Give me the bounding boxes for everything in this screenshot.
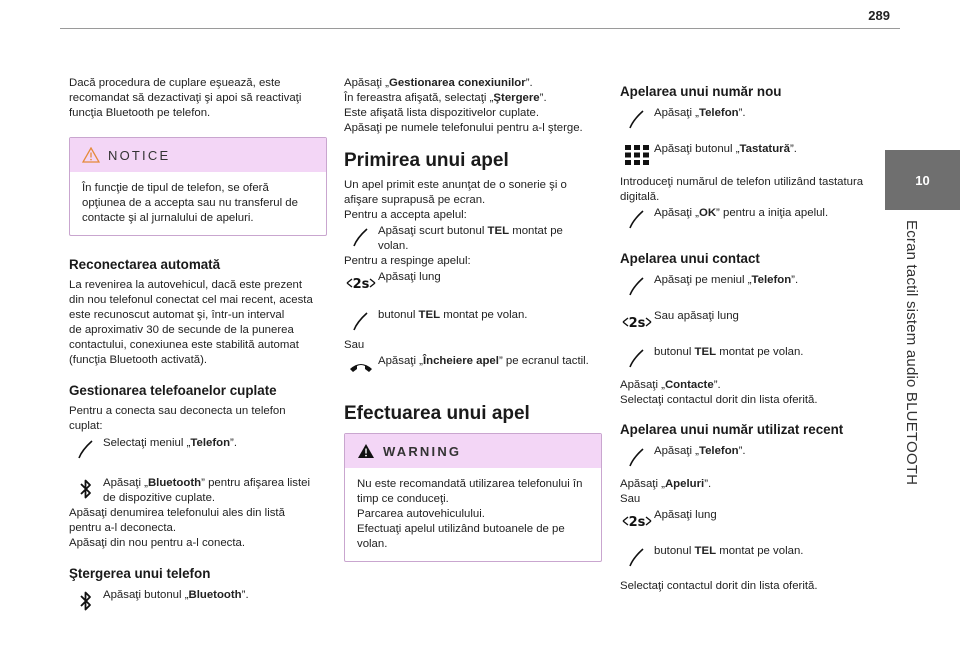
notice-box <box>69 137 327 236</box>
page-number: 289 <box>868 8 890 23</box>
new-number-step-keypad: Apăsaţi butonul „Tastatură”. <box>620 141 880 169</box>
notice-header <box>70 138 326 172</box>
finger-tap-icon <box>76 438 96 460</box>
warning-triangle-icon <box>357 443 375 459</box>
finger-tap-icon <box>627 546 647 568</box>
finger-tap-icon <box>627 208 647 230</box>
manage-step-telefon: Selectaţi meniul „Telefon”. <box>69 435 327 463</box>
svg-text:2s: 2s <box>628 515 646 530</box>
recent-step-telefon: Apăsaţi „Telefon”. <box>620 443 880 471</box>
tel-button-step: butonul TEL montat pe volan. <box>344 307 602 335</box>
new-number-text: Introduceţi numărul de telefon utilizând tastatura digitală. <box>620 176 864 203</box>
hold-step: 2s Apăsaţi lung <box>344 269 602 297</box>
contact-step-telefon: Apăsaţi pe meniul „Telefon”. <box>620 272 880 300</box>
new-number-step-ok: Apăsaţi „OK” pentru a iniţia apelul. <box>620 205 880 233</box>
chapter-number: 10 <box>915 172 930 188</box>
recent-step-hold: 2s Apăsaţi lung <box>620 507 880 535</box>
recent-text: Apăsaţi „Apeluri”. Sau <box>620 478 712 505</box>
new-number-heading: Apelarea unui număr nou <box>620 84 782 99</box>
accept-call-step: Apăsaţi scurt butonul TEL montat pe volan. <box>344 223 602 254</box>
finger-tap-icon <box>627 108 647 130</box>
contact-call-heading: Apelarea unui contact <box>620 251 760 266</box>
make-call-heading: Efectuarea unui apel <box>344 403 530 424</box>
contact-text: Apăsaţi „Contacte”. Selectaţi contactul dorit din lista oferită. <box>620 379 818 406</box>
recent-call-heading: Apelarea unui număr utilizat recent <box>620 422 844 437</box>
column-1 <box>69 76 327 615</box>
bluetooth-icon <box>79 477 93 501</box>
chapter-title: Ecran tactil sistem audio BLUETOOTH <box>903 220 920 486</box>
delete-heading: Ştergerea unui telefon <box>69 566 211 581</box>
hang-up-icon <box>348 358 374 376</box>
finger-tap-icon <box>627 347 647 369</box>
column-3 <box>620 84 880 594</box>
recent-final-text: Selectaţi contactul dorit din lista oferită. <box>620 580 818 592</box>
long-press-2s-icon <box>621 509 653 533</box>
warning-label: WARNING <box>383 443 462 459</box>
recent-step-tel: butonul TEL montat pe volan. <box>620 543 880 571</box>
receive-call-text: Un apel primit este anunţat de o sonerie şi o afişare suprapusă pe ecran. Pentru a accepta apelul: <box>344 179 567 221</box>
notice-text: În funcţie de tipul de telefon, se oferă opţiunea de a accepta sau nu transferul de contacte şi al jurnalului de apeluri. <box>82 182 298 224</box>
notice-label: NOTICE <box>108 147 171 163</box>
top-divider <box>60 28 900 29</box>
finger-tap-icon <box>627 446 647 468</box>
manage-step-bluetooth: Apăsaţi „Bluetooth” pentru afişarea listei de dispozitive cuplate. <box>69 475 327 506</box>
contact-step-hold: 2s Sau apăsaţi lung <box>620 308 880 336</box>
or-text: Sau <box>344 339 365 351</box>
delete-procedure-text: Apăsaţi „Gestionarea conexiunilor”. În fereastra afişată, selectaţi „Ştergere”. Este afişată lista dispozitivelor cuplate. Apăsaţi pe numele telefonului pentru a-l şterge. <box>344 77 583 134</box>
warning-text: Nu este recomandată utilizarea telefonului în timp ce conduceţi. Parcarea autovehiculului. Efectuaţi apelul utilizând butoanele de pe volan. <box>357 478 583 550</box>
chapter-tab <box>885 150 960 210</box>
manage-heading: Gestionarea telefoanelor cuplate <box>69 383 277 398</box>
manage-after-text: Apăsaţi denumirea telefonului ales din listă pentru a-l deconecta. Apăsaţi din nou pentru a-l conecta. <box>69 507 285 549</box>
delete-step-bluetooth: Apăsaţi butonul „Bluetooth”. <box>69 587 327 615</box>
svg-text:2s: 2s <box>352 277 370 292</box>
svg-text:2s: 2s <box>628 316 646 331</box>
notice-triangle-icon <box>82 147 100 163</box>
long-press-2s-icon <box>621 310 653 334</box>
manage-text: Pentru a conecta sau deconecta un telefon cuplat: <box>69 405 286 432</box>
reconnect-heading: Reconectarea automată <box>69 257 221 272</box>
finger-tap-icon <box>351 226 371 248</box>
long-press-2s-icon <box>345 271 377 295</box>
column-2 <box>344 76 602 562</box>
receive-call-heading: Primirea unui apel <box>344 150 509 171</box>
warning-box <box>344 433 602 562</box>
new-number-step-telefon: Apăsaţi „Telefon”. <box>620 105 880 133</box>
end-call-step: Apăsaţi „Încheiere apel” pe ecranul tactil. <box>344 353 602 381</box>
contact-step-tel: butonul TEL montat pe volan. <box>620 344 880 372</box>
warning-header <box>345 434 601 468</box>
reconnect-text: La revenirea la autovehicul, dacă este prezent din nou telefonul conectat cel mai recent, acesta este recunoscut automat şi, într-un interval de aproximativ 30 de secunde de la punerea contactului, conexiunea este stabilită automat (funcţia Bluetooth activată). <box>69 279 313 366</box>
reject-label: Pentru a respinge apelul: <box>344 255 471 267</box>
bluetooth-icon <box>79 589 93 613</box>
finger-tap-icon <box>627 275 647 297</box>
intro-text: Dacă procedura de cuplare eşuează, este recomandat să dezactivaţi şi apoi să reactivaţi funcţia Bluetooth pe telefon. <box>69 77 302 119</box>
keypad-icon <box>624 144 650 166</box>
chapter-title-vertical <box>902 220 920 510</box>
finger-tap-icon <box>351 310 371 332</box>
